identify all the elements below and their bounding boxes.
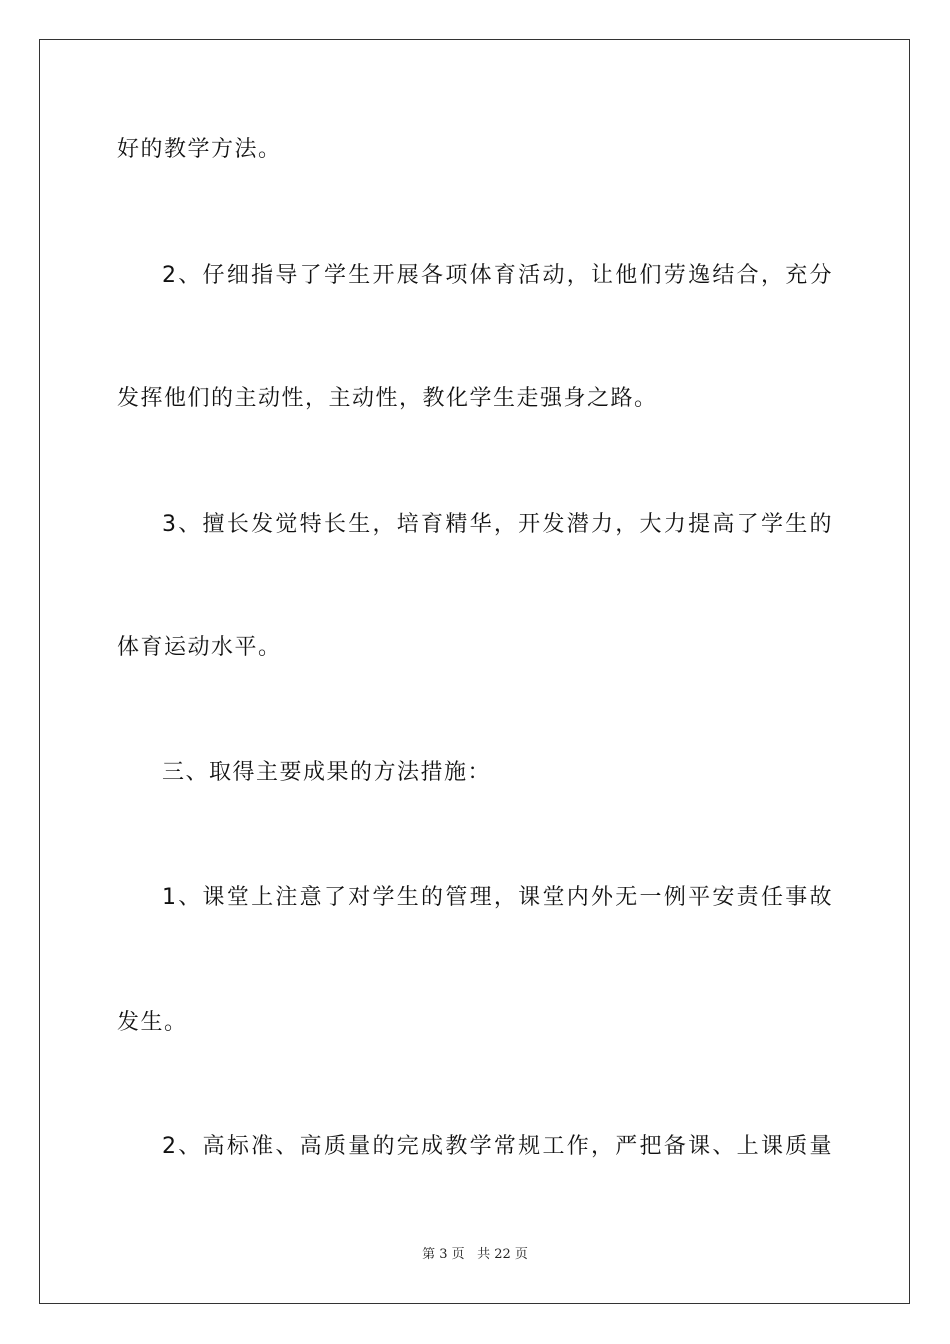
paragraph-line-8: 发生。 [117, 1010, 188, 1035]
page-footer [0, 1246, 950, 1264]
paragraph-line-4: 3、擅长发觉特长生，培育精华，开发潜力，大力提高了学生的 [162, 512, 833, 537]
page-number: 第 3 页 [422, 1247, 465, 1262]
paragraph-line-7: 1、课堂上注意了对学生的管理，课堂内外无一例平安责任事故 [162, 885, 833, 910]
paragraph-line-3: 发挥他们的主动性，主动性，教化学生走强身之路。 [117, 386, 658, 411]
paragraph-line-1: 好的教学方法。 [117, 137, 282, 162]
section-heading: 三、取得主要成果的方法措施： [162, 760, 492, 785]
paragraph-line-5: 体育运动水平。 [117, 635, 282, 660]
page-total: 共 22 页 [477, 1247, 528, 1262]
paragraph-line-2: 2、仔细指导了学生开展各项体育活动，让他们劳逸结合，充分 [162, 263, 833, 288]
paragraph-line-9: 2、高标准、高质量的完成教学常规工作，严把备课、上课质量 [162, 1134, 833, 1159]
page-frame [39, 39, 910, 1304]
